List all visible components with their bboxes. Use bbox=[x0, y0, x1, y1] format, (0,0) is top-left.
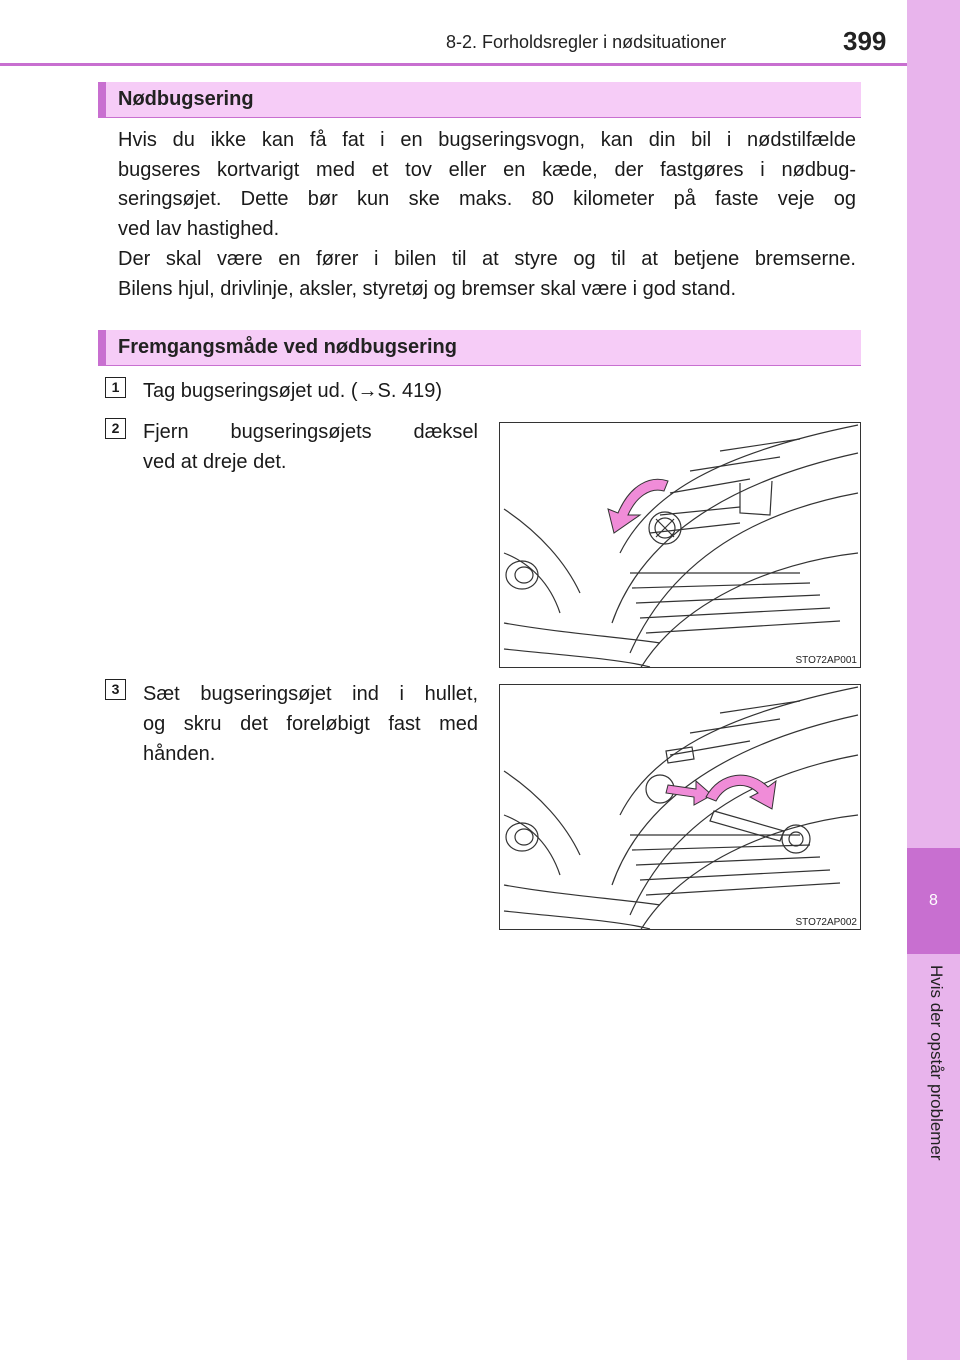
step-line: og skru det foreløbigt fast med bbox=[143, 713, 478, 735]
paragraph-line: ved lav hastighed. bbox=[118, 218, 280, 241]
step-line: ved at dreje det. bbox=[143, 451, 287, 473]
step-line: Fjern bugseringsøjets dæksel bbox=[143, 421, 478, 443]
grille-towing-eye-illustration bbox=[500, 685, 861, 930]
chapter-number: 8 bbox=[907, 848, 960, 954]
figure-remove-cover bbox=[499, 422, 861, 668]
grille-illustration bbox=[500, 423, 861, 668]
section-heading-towing bbox=[98, 82, 861, 118]
figure-caption: STO72AP002 bbox=[795, 917, 857, 928]
towing-paragraph bbox=[118, 126, 856, 304]
chapter-title: Hvis der opstår problemer bbox=[927, 965, 946, 1161]
step-text bbox=[143, 417, 478, 477]
step-number: 2 bbox=[105, 418, 126, 439]
paragraph-line: bugseres kortvarigt med et tov eller en kæde, der fastgøres i nødbug- bbox=[118, 158, 856, 181]
figure-insert-eye bbox=[499, 684, 861, 930]
section-heading-label: Nødbugsering bbox=[118, 88, 254, 110]
page-number: 399 bbox=[843, 26, 887, 56]
section-heading-label: Fremgangsmåde ved nødbugsering bbox=[118, 336, 457, 358]
step-text bbox=[143, 679, 478, 769]
paragraph-line: Der skal være en fører i bilen til at styre og til at betjene bremserne. bbox=[118, 247, 856, 270]
step-text bbox=[143, 376, 442, 406]
figure-caption: STO72AP001 bbox=[795, 655, 857, 666]
step-line: hånden. bbox=[143, 743, 216, 765]
section-heading-procedure bbox=[98, 330, 861, 366]
step-line: Sæt bugseringsøjet ind i hullet, bbox=[143, 683, 478, 705]
step-number: 3 bbox=[105, 679, 126, 700]
paragraph-line: seringsøjet. Dette bør kun ske maks. 80 kilometer på faste veje og bbox=[118, 188, 856, 211]
step-number: 1 bbox=[105, 377, 126, 398]
header-section-title: 8-2. Forholdsregler i nødsituationer bbox=[446, 32, 727, 52]
step-line: Tag bugseringsøjet ud. (→S. 419) bbox=[143, 380, 443, 402]
header-rule bbox=[0, 63, 907, 66]
paragraph-line: Bilens hjul, drivlinje, aksler, styretøj og bremser skal være i god stand. bbox=[118, 277, 737, 300]
paragraph-line: Hvis du ikke kan få fat i en bugseringsvogn, kan din bil i nødstilfælde bbox=[118, 129, 856, 151]
